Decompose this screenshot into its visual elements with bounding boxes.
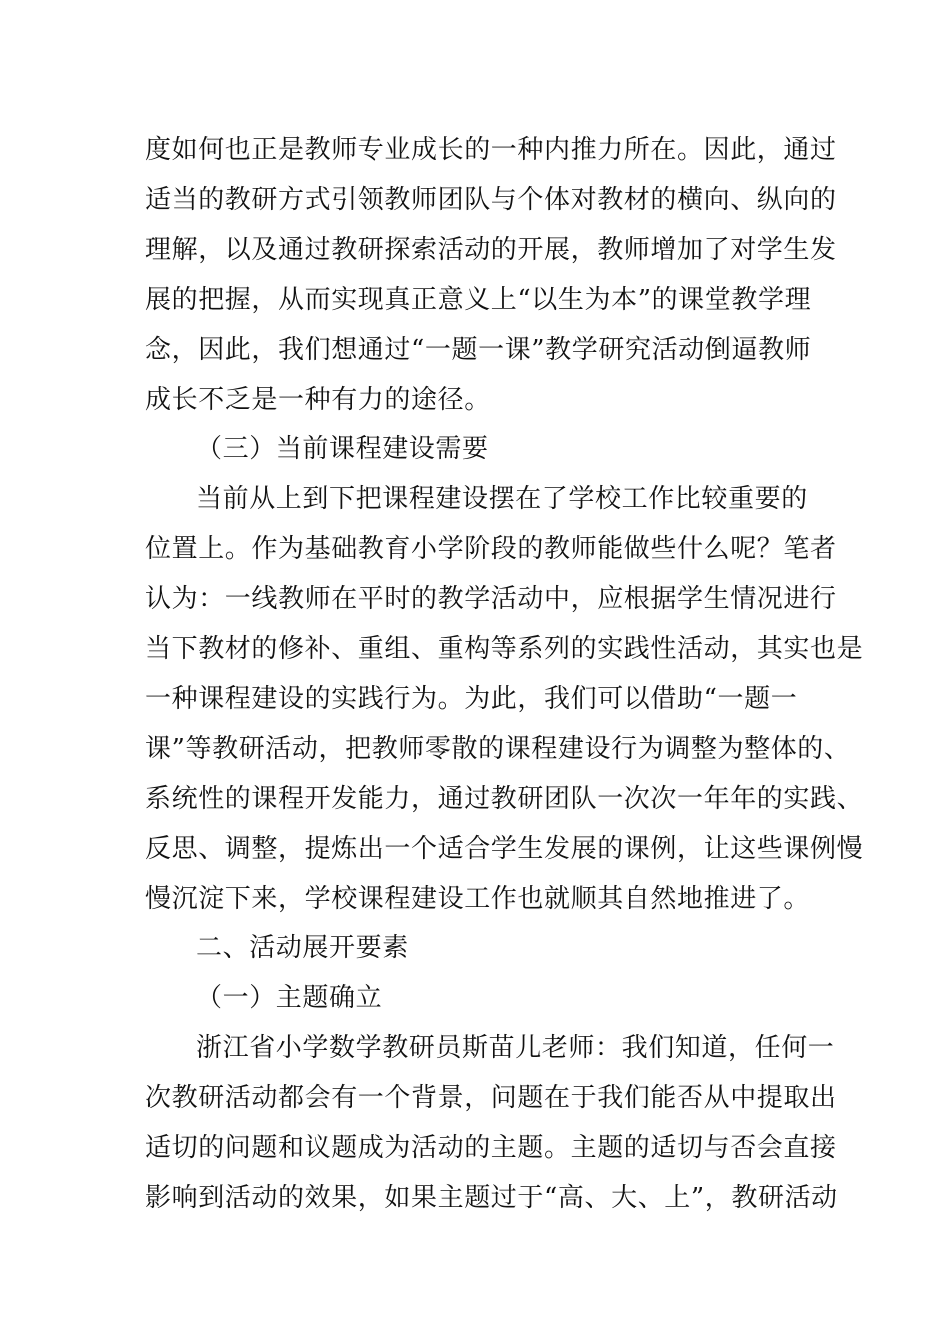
- text-line: 反思、调整，提炼出一个适合学生发展的课例，让这些课例慢: [145, 834, 864, 864]
- text-line: 念，因此，我们想通过“一题一课”教学研究活动倒逼教师: [145, 335, 812, 365]
- subsection-heading: （一）主题确立: [196, 983, 383, 1013]
- text-line: 当前从上到下把课程建设摆在了学校工作比较重要的: [196, 484, 808, 514]
- text-line: 当下教材的修补、重组、重构等系列的实践性活动，其实也是: [145, 634, 864, 664]
- text-line: 适切的问题和议题成为活动的主题。主题的适切与否会直接: [145, 1133, 837, 1163]
- section-heading: （三）当前课程建设需要: [196, 434, 489, 464]
- text-line: 影响到活动的效果，如果主题过于“高、大、上”，教研活动: [145, 1183, 838, 1213]
- text-line: 课”等教研活动，把教师零散的课程建设行为调整为整体的、: [145, 734, 851, 764]
- text-line: 慢沉淀下来，学校课程建设工作也就顺其自然地推进了。: [145, 884, 811, 914]
- text-line: 位置上。作为基础教育小学阶段的教师能做些什么呢？笔者: [145, 534, 837, 564]
- text-line: 认为：一线教师在平时的教学活动中，应根据学生情况进行: [145, 584, 837, 614]
- text-line: 浙江省小学数学教研员斯苗儿老师：我们知道，任何一: [196, 1033, 835, 1063]
- text-line: 成长不乏是一种有力的途径。: [145, 385, 491, 415]
- text-line: 一种课程建设的实践行为。为此，我们可以借助“一题一: [145, 684, 798, 714]
- text-line: 适当的教研方式引领教师团队与个体对教材的横向、纵向的: [145, 185, 837, 215]
- text-line: 系统性的课程开发能力，通过教研团队一次次一年年的实践、: [145, 784, 864, 814]
- text-line: 度如何也正是教师专业成长的一种内推力所在。因此，通过: [145, 135, 837, 165]
- text-line: 理解，以及通过教研探索活动的开展，教师增加了对学生发: [145, 235, 837, 265]
- text-line: 展的把握，从而实现真正意义上“以生为本”的课堂教学理: [145, 285, 812, 315]
- section-heading: 二、活动展开要素: [196, 933, 409, 963]
- text-line: 次教研活动都会有一个背景，问题在于我们能否从中提取出: [145, 1083, 837, 1113]
